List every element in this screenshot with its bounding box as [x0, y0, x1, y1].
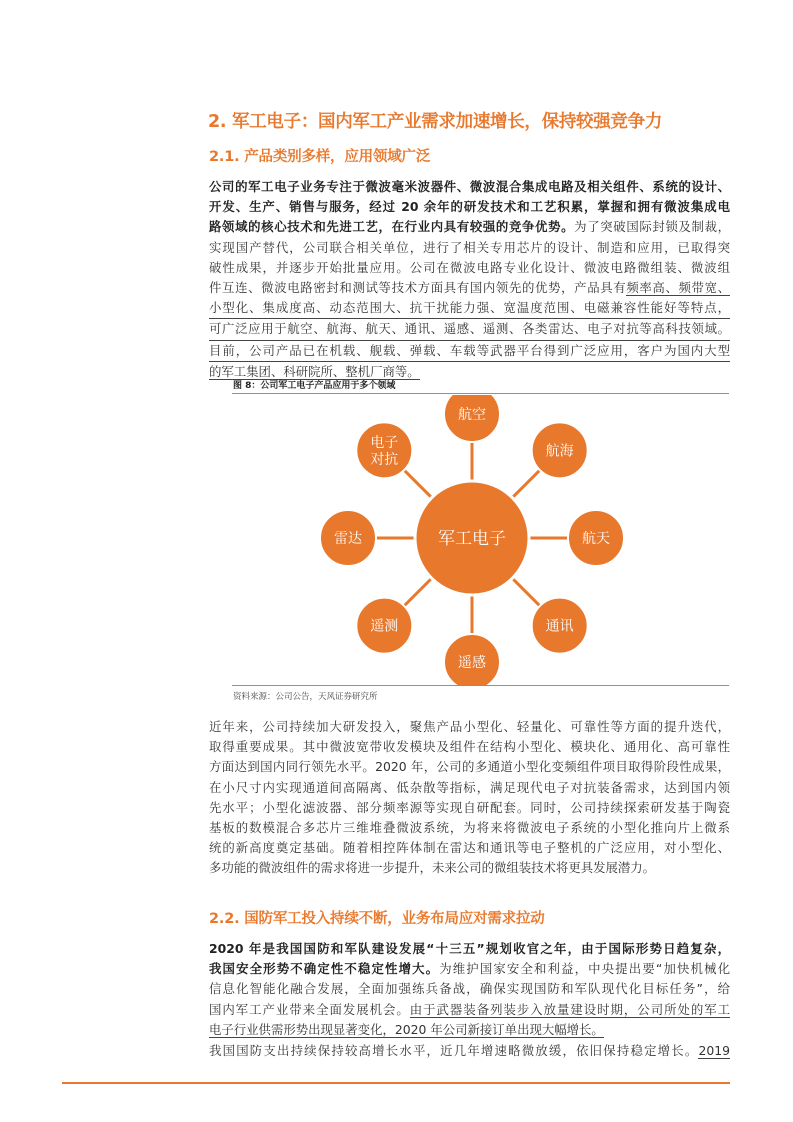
para2-line-5: 先水平；小型化滤波器、部分频率源等实现自研配套。同时，公司持续探索研发基于陶瓷 [209, 799, 730, 815]
para4-line-1: 我国国防支出持续保持较高增长水平，近几年增速略微放缓，依旧保持稳定增长。2019 [209, 1043, 730, 1058]
diagram-node-7 [356, 422, 412, 478]
node-label-0: 航空 [458, 407, 486, 423]
diagram-center [415, 481, 529, 595]
node-label-1: 航海 [545, 443, 574, 460]
para2-line-1: 近年来，公司持续加大研发投入，聚焦产品小型化、轻量化、可靠性等方面的提升迭代， [209, 719, 730, 734]
para3-line-5: 电子行业供需形势出现显著变化，2020 年公司新接订单出现大幅增长。 [209, 1021, 604, 1037]
para1-line-5: 破性成果，并逐步开始批量应用。公司在微波电路专业化设计、微波电路微组装、微波组 [209, 259, 730, 275]
para1-line-1: 公司的军工电子业务专注于微波毫米波器件、微波混合集成电路及相关组件、系统的设计、 [209, 179, 730, 194]
subsection-title-2-2: 2.2. 国防军工投入持续不断，业务布局应对需求拉动 [209, 911, 545, 927]
para1-line-2: 开发、生产、销售与服务，经过 20 余年的研发技术和工艺积累，掌握和拥有微波集成电 [209, 199, 730, 215]
figure-source: 资料来源：公司公告，天风证券研究所 [233, 692, 378, 702]
node-label-2: 航天 [582, 531, 610, 547]
para1-line-8: 可广泛应用于航空、航海、航天、通讯、遥感、遥测、各类雷达、电子对抗等高科技领域。 [209, 319, 730, 340]
paragraph-defense-demand [209, 939, 730, 1040]
para1-line-7: 小型化、集成度高、动态范围大、抗干扰能力强、宽温度范围、电磁兼容性能好等特点， [209, 298, 730, 319]
center-label: 军工电子 [438, 529, 506, 549]
diagram-node-1 [532, 422, 588, 478]
diagram-node-3 [532, 598, 588, 654]
para2-line-6: 基板的数模混合多芯片三维堆叠微波系统，为将来将微波电子系统的小型化推向片上微系 [209, 819, 730, 835]
para2-line-4: 在小尺寸内实现通道间高隔离、低杂散等指标，满足现代电子对抗装备需求，达到国内领 [209, 779, 730, 795]
node-label-7: 对抗 [370, 451, 399, 468]
diagram-node-5 [356, 598, 412, 654]
para1-line-3: 路领域的核心技术和先进工艺，在行业内具有较强的竞争优势。为了突破国际封锁及制裁， [209, 219, 730, 235]
node-label-5: 遥测 [370, 618, 399, 635]
application-diagram [232, 395, 729, 685]
diagram-node-4 [444, 634, 500, 685]
para3-line-4: 国内军工产业带来全面发展机会。由于武器装备列装步入放量建设时期，公司所处的军工 [209, 1001, 730, 1017]
para2-line-8: 多功能的微波组件的需求将进一步提升，未来公司的微组装技术将更具发展潜力。 [209, 860, 656, 876]
para3-line-2: 我国安全形势不确定性不稳定性增大。为维护国家安全和利益，中央提出要“加快机械化 [209, 961, 730, 977]
figure-caption: 图 8：公司军工电子产品应用于多个领域 [233, 381, 396, 391]
footer-rule [62, 1082, 730, 1084]
diagram-node-0 [444, 395, 500, 442]
node-label-6: 雷达 [334, 531, 362, 547]
subsection-title-2-1: 2.1. 产品类别多样，应用领域广泛 [209, 149, 431, 165]
node-label-4: 遥感 [458, 655, 486, 671]
para3-line-1: 2020 年是我国国防和军队建设发展“十三五”规划收官之年，由于国际形势日趋复杂， [209, 941, 730, 956]
paragraph-defense-spending [209, 1041, 730, 1061]
node-label-3: 通讯 [545, 618, 574, 635]
diagram-node-2 [568, 510, 624, 566]
paragraph-business-overview [209, 177, 730, 382]
para1-line-6: 件互连、微波电路密封和测试等技术方面具有国内领先的优势，产品具有频率高、频带宽、 [209, 279, 730, 295]
para1-line-10: 的军工集团、科研院所、整机厂商等。 [209, 363, 420, 379]
diagram-node-6 [320, 510, 376, 566]
para2-line-7: 统的新高度奠定基础。随着相控阵体制在雷达和通讯等电子整机的广泛应用，对小型化、 [209, 840, 730, 856]
para1-line-4: 实现国产替代，公司联合相关单位，进行了相关专用芯片的设计、制造和应用，已取得突 [209, 239, 730, 255]
paragraph-rnd [209, 717, 730, 879]
para1-line-9: 目前，公司产品已在机载、舰载、弹载、车载等武器平台得到广泛应用，客户为国内大型 [209, 341, 730, 362]
figure-top-rule [232, 393, 729, 394]
figure-bottom-rule [232, 685, 729, 686]
para2-line-2: 取得重要成果。其中微波宽带收发模块及组件在结构小型化、模块化、通用化、高可靠性 [209, 739, 730, 755]
node-label-7: 电子 [370, 434, 399, 451]
para3-line-3: 信息化智能化融合发展，全面加强练兵备战，确保实现国防和军队现代化目标任务”，给 [209, 981, 730, 997]
para2-line-3: 方面达到国内同行领先水平。2020 年，公司的多通道小型化变频组件项目取得阶段性成果， [209, 759, 730, 775]
section-title: 2. 军工电子：国内军工产业需求加速增长，保持较强竞争力 [208, 112, 663, 132]
